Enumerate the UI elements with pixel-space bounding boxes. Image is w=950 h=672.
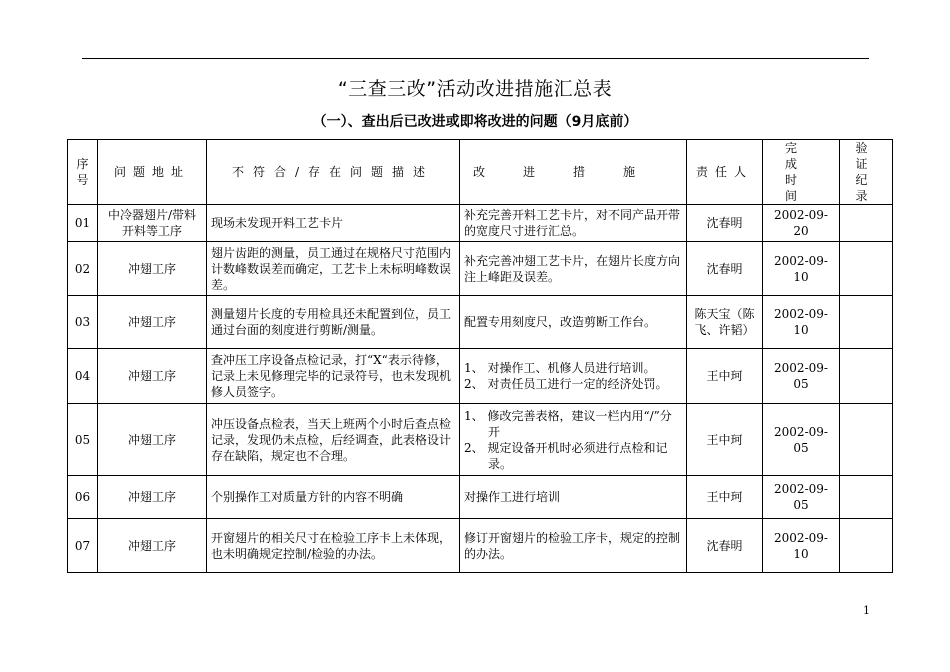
- row-owner: 沈春明: [687, 205, 763, 242]
- table-row: [68, 242, 893, 296]
- row-no: 01: [68, 205, 98, 242]
- row-measures: [460, 205, 687, 242]
- row-measures: [460, 519, 687, 573]
- description-line: 开窗翅片的相关尺寸在检验工序卡上未体现，也未明确规定控制/检验的办法。: [211, 530, 452, 561]
- table-row: [68, 296, 893, 349]
- description-line: 个别操作工对质量方针的内容不明确: [211, 490, 404, 504]
- row-due: 2002-09-10: [763, 296, 840, 349]
- row-owner: 沈春明: [687, 242, 763, 296]
- measure-line: 修订开窗翅片的检验工序卡，规定的控制的办法。: [464, 530, 681, 561]
- header-measures: 改进措施: [460, 140, 687, 205]
- header-owner: 责任人: [687, 140, 763, 205]
- row-no: 04: [68, 349, 98, 404]
- row-due: 2002-09-10: [763, 242, 840, 296]
- row-measures: [460, 296, 687, 349]
- measure-line: 1、 对操作工、机修人员进行培训。: [464, 361, 656, 375]
- header-rule: [82, 58, 869, 59]
- table-row: [68, 476, 893, 519]
- row-description: [207, 242, 460, 296]
- row-measures: [460, 349, 687, 404]
- section-subtitle: （一）、查出后已改进或即将改进的问题（9月底前）: [312, 114, 638, 130]
- row-measures: [460, 242, 687, 296]
- table-row: [68, 519, 893, 573]
- row-due: 2002-09-05: [763, 404, 840, 476]
- row-description: [207, 519, 460, 573]
- row-due: 2002-09-10: [763, 519, 840, 573]
- row-location: 冲翅工序: [98, 519, 207, 573]
- description-line: 查冲压工序设备点检记录，打“X“表示待修，记录上未见修理完毕的记录符号，也未发现机修人员签字。: [211, 353, 452, 399]
- measure-line: 对操作工进行培训: [464, 490, 561, 504]
- table-row: [68, 349, 893, 404]
- row-no: 05: [68, 404, 98, 476]
- row-owner: 王中珂: [687, 404, 763, 476]
- header-location: 问题地址: [98, 140, 207, 205]
- header-row: [68, 140, 893, 205]
- row-due: 2002-09-05: [763, 349, 840, 404]
- row-no: 02: [68, 242, 98, 296]
- row-due: 2002-09-20: [763, 205, 840, 242]
- row-due: 2002-09-05: [763, 476, 840, 519]
- row-verify: [840, 404, 893, 476]
- row-owner: 王中珂: [687, 476, 763, 519]
- row-no: 03: [68, 296, 98, 349]
- header-description: 不符合/存在问题描述: [207, 140, 460, 205]
- header-verify: 验证纪录: [840, 140, 893, 205]
- row-verify: [840, 296, 893, 349]
- description-line: 翅片齿距的测量，员工通过在规格尺寸范围内计数峰数误差而确定，工艺卡上未标明峰数误差。: [211, 245, 452, 292]
- description-line: 冲压设备点检表，当天上班两个小时后查点检记录，发现仍未点检，后经调查，此表格设计存在缺陷，规定也不合理。: [211, 416, 452, 463]
- row-description: [207, 349, 460, 404]
- row-location: 冲翅工序: [98, 349, 207, 404]
- measure-line: 1、 修改完善表格，建议一栏内用“/”分开: [464, 408, 672, 439]
- row-no: 06: [68, 476, 98, 519]
- measures-table: [67, 139, 893, 573]
- row-description: [207, 296, 460, 349]
- row-no: 07: [68, 519, 98, 573]
- row-owner: 沈春明: [687, 519, 763, 573]
- measure-line: 配置专用刻度尺，改造剪断工作台。: [464, 315, 657, 329]
- description-line: 现场未发现开料工艺卡片: [211, 216, 344, 230]
- row-measures: [460, 476, 687, 519]
- row-description: [207, 404, 460, 476]
- measure-line: 补充完善开料工艺卡片，对不同产品开带的宽度尺寸进行汇总。: [464, 208, 681, 238]
- row-owner: 陈天宝（陈飞、许韬）: [687, 296, 763, 349]
- row-owner: 王中珂: [687, 349, 763, 404]
- table-row: [68, 404, 893, 476]
- row-location: 冲翅工序: [98, 476, 207, 519]
- page-title: “三查三改”活动改进措施汇总表: [337, 78, 613, 100]
- row-verify: [840, 242, 893, 296]
- description-line: 测量翅片长度的专用检具还未配置到位，员工通过台面的刻度进行剪断/测量。: [211, 307, 452, 337]
- row-location: 冲翅工序: [98, 296, 207, 349]
- row-verify: [840, 205, 893, 242]
- row-location: 中冷器翅片/带料开料等工序: [98, 205, 207, 242]
- row-description: [207, 476, 460, 519]
- row-description: [207, 205, 460, 242]
- row-location: 冲翅工序: [98, 404, 207, 476]
- row-location: 冲翅工序: [98, 242, 207, 296]
- table-row: [68, 205, 893, 242]
- measure-line: 补充完善冲翅工艺卡片，在翅片长度方向注上峰距及误差。: [464, 253, 681, 284]
- header-due: 完成时间: [763, 140, 840, 205]
- row-verify: [840, 349, 893, 404]
- measure-line: 2、 规定设备开机时必须进行点检和记录。: [464, 440, 668, 471]
- row-verify: [840, 476, 893, 519]
- header-no: 序号: [68, 140, 98, 205]
- row-measures: [460, 404, 687, 476]
- measure-line: 2、 对责任员工进行一定的经济处罚。: [464, 377, 668, 391]
- page-number: 1: [863, 604, 870, 617]
- row-verify: [840, 519, 893, 573]
